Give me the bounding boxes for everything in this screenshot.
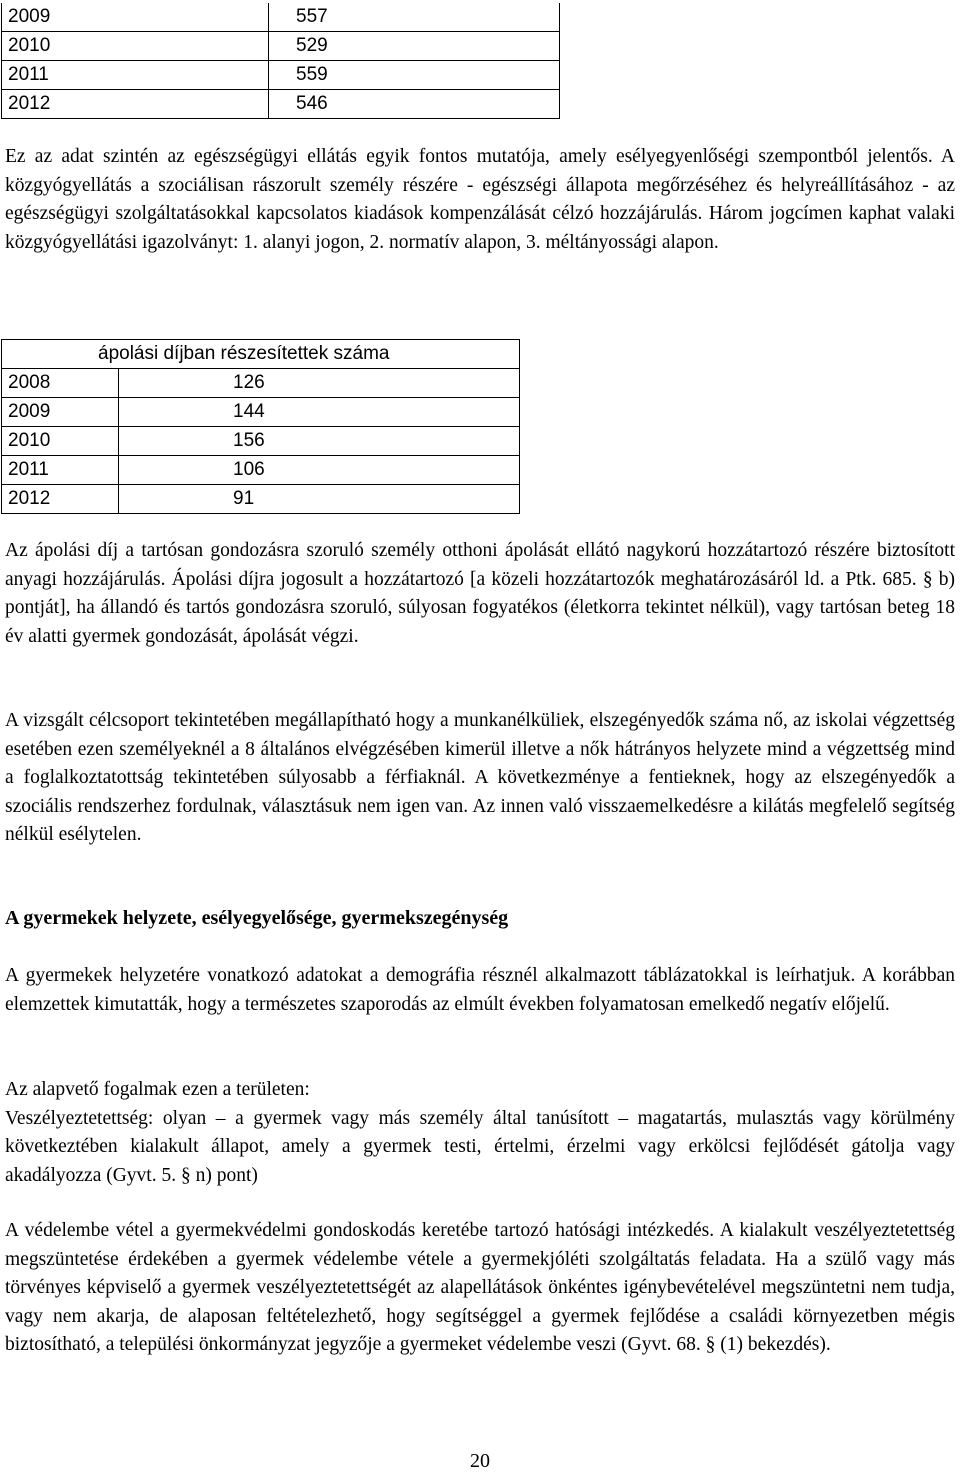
paragraph-3: A vizsgált célcsoport tekintetében megállapítható hogy a munkanélküliek, elszegényedők száma nő, az iskolai végzettség esetében ezen személyeknél a 8 általános elvégzésében kimerül illetve a nők hátrányos helyzete mind a végzettség mind a foglalkoztatottság tekintetében súlyosabb a férfiaknál. A következménye a fentieknek, hogy az elszegényedők a szociális rendszerhez fordulnak, választásuk nem igen van. Az innen való visszaemelkedésre a kilátás megfelelő segítség nélkül esélytelen.: [5, 710, 955, 845]
year-cell: 2012: [2, 485, 119, 514]
table-row: [2, 369, 520, 398]
paragraph-5: [5, 1076, 955, 1190]
table-row: [2, 32, 560, 61]
table-2: [1, 339, 520, 514]
value-cell: 126: [119, 369, 520, 398]
paragraph-6: A védelembe vétel a gyermekvédelmi gondoskodás keretébe tartozó hatósági intézkedés. A kialakult veszélyeztetettség megszüntetése érdekében a gyermek védelembe vétele a gyermekjóléti szolgáltatás feladata. Ha a szülő vagy más törvényes képviselő a gyermek veszélyeztetettségét az alapellátások önkéntes igénybevételével megszüntetni nem tudja, vagy nem akarja, de alaposan feltételezhető, hogy segítséggel a gyermek fejlődése a családi környezetben mégis biztosítható, a települési önkormányzat jegyzője a gyermeket védelembe veszi (Gyvt. 68. § (1) bekezdés).: [5, 1220, 955, 1355]
year-cell: 2009: [2, 398, 119, 427]
value-cell: 557: [269, 3, 560, 32]
paragraph-4: A gyermekek helyzetére vonatkozó adatokat a demográfia résznél alkalmazott táblázatokkal is leírhatjuk. A korábban elemzettek kimutatták, hogy a természetes szaporodás az elmúlt években folyamatosan emelkedő negatív előjelű.: [5, 965, 955, 1015]
table-header-row: [2, 340, 520, 369]
year-cell: 2011: [2, 61, 269, 90]
year-cell: 2010: [2, 427, 119, 456]
value-cell: 529: [269, 32, 560, 61]
year-cell: 2010: [2, 32, 269, 61]
table-row: [2, 456, 520, 485]
table-row: [2, 61, 560, 90]
table-header: ápolási díjban részesítettek száma: [2, 340, 520, 369]
table-row: [2, 3, 560, 32]
value-cell: 91: [119, 485, 520, 514]
value-cell: 156: [119, 427, 520, 456]
section-heading: A gyermekek helyzete, esélyegyelősége, gyermekszegénység: [5, 907, 509, 929]
page-number: 20: [470, 1450, 490, 1472]
table-row: [2, 90, 560, 119]
table-1: [1, 3, 560, 119]
table-row: [2, 427, 520, 456]
paragraph-5-body: Veszélyeztetettség: olyan – a gyermek vagy más személy által tanúsított – magatartás, mulasztás vagy körülmény következtében kialakult állapot, amely a gyermek testi, értelmi, érzelmi vagy erkölcsi fejlődését gátolja vagy akadályozza (Gyvt. 5. § n) pont): [5, 1107, 955, 1186]
value-cell: 144: [119, 398, 520, 427]
value-cell: 546: [269, 90, 560, 119]
paragraph-2: Az ápolási díj a tartósan gondozásra szoruló személy otthoni ápolását ellátó nagykorú hozzátartozó részére biztosított anyagi hozzájárulás. Ápolási díjra jogosult a hozzátartozó [a közeli hozzátartozók meghatározásáról ld. a Ptk. 685. § b) pontját], ha állandó és tartós gondozásra szoruló, súlyosan fogyatékos (életkorra tekintet nélkül), vagy tartósan beteg 18 év alatti gyermek gondozását, ápolását végzi.: [5, 540, 955, 647]
year-cell: 2011: [2, 456, 119, 485]
paragraph-1: Ez az adat szintén az egészségügyi ellátás egyik fontos mutatója, amely esélyegyenlőségi szempontból jelentős. A közgyógyellátás a szociálisan rászorult személy részére - egészségi állapota megőrzéséhez és helyreállításához - az egészségügyi szolgáltatásokkal kapcsolatos kiadások kompenzálását célzó hozzájárulás. Három jogcímen kaphat valaki közgyógyellátási igazolványt: 1. alanyi jogon, 2. normatív alapon, 3. méltányossági alapon.: [5, 146, 955, 253]
table-row: [2, 398, 520, 427]
table-row: [2, 485, 520, 514]
value-cell: 106: [119, 456, 520, 485]
value-cell: 559: [269, 61, 560, 90]
year-cell: 2009: [2, 3, 269, 32]
year-cell: 2012: [2, 90, 269, 119]
paragraph-5-intro: Az alapvető fogalmak ezen a területen:: [5, 1079, 310, 1100]
year-cell: 2008: [2, 369, 119, 398]
